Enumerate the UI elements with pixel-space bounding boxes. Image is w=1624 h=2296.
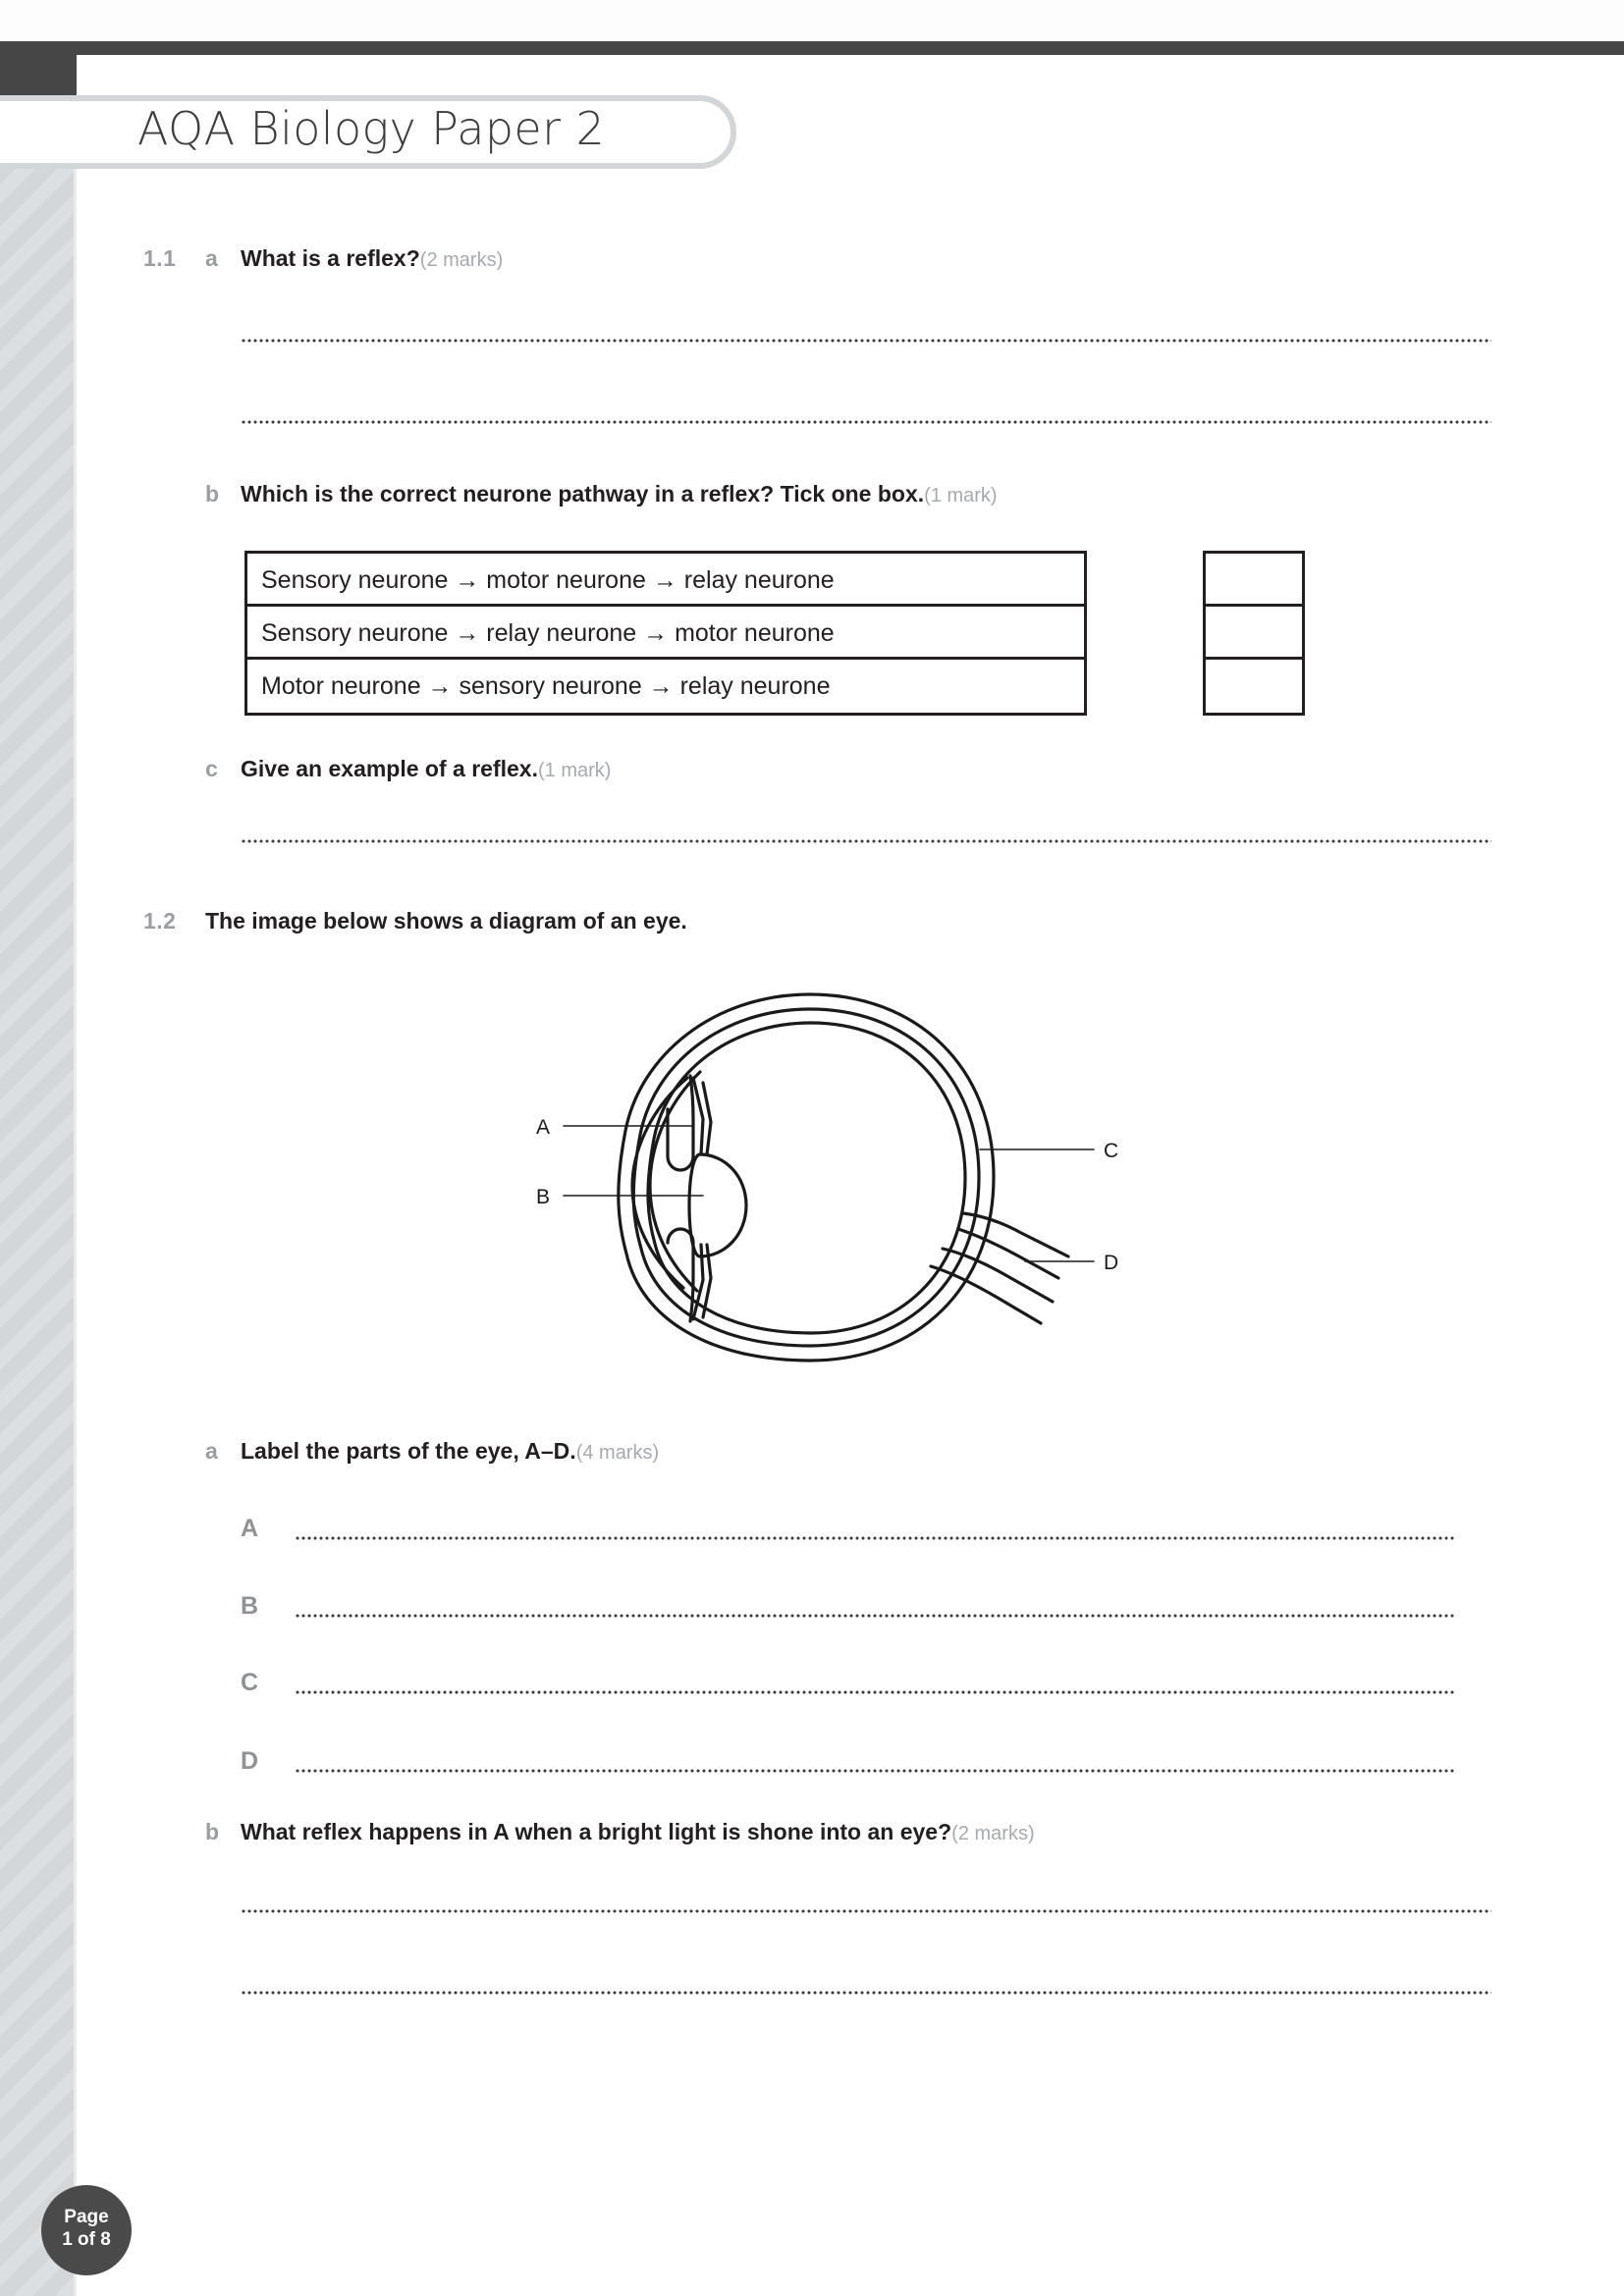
question-1-2-stem: The image below shows a diagram of an eye. bbox=[205, 908, 687, 934]
top-accent-bar bbox=[0, 41, 1624, 55]
answer-line[interactable] bbox=[241, 420, 1491, 424]
answer-line[interactable] bbox=[295, 1536, 1455, 1540]
tick-box-option-1[interactable] bbox=[1206, 554, 1302, 607]
question-1-1-a-text bbox=[241, 245, 503, 272]
table-row: Sensory neurone → relay neurone → motor neurone bbox=[247, 607, 1084, 660]
answer-line[interactable] bbox=[295, 1614, 1455, 1618]
question-1-2-a-prompt: Label the parts of the eye, A–D. bbox=[241, 1438, 576, 1464]
eye-answer-label-a: A bbox=[241, 1515, 259, 1542]
table-row: Sensory neurone → motor neurone → relay neurone bbox=[247, 554, 1084, 607]
question-1-2-a-marks: (4 marks) bbox=[575, 1442, 660, 1464]
question-1-1-b-marks: (1 mark) bbox=[924, 485, 998, 507]
question-1-1-b-prompt-emphasis: one bbox=[831, 481, 872, 507]
question-number-1-2: 1.2 bbox=[143, 908, 177, 934]
question-1-1-b-prompt-post: box. bbox=[871, 481, 925, 507]
eye-label-d: D bbox=[1104, 1252, 1119, 1274]
question-1-1-c-text bbox=[241, 756, 611, 782]
part-letter-1-1-c: c bbox=[205, 756, 218, 781]
answer-line[interactable] bbox=[241, 1991, 1491, 1995]
question-1-2-b-prompt: What reflex happens in A when a bright light is shone into an eye? bbox=[241, 1819, 952, 1844]
part-letter-1-1-a: a bbox=[205, 245, 218, 271]
question-1-1-a-prompt: What is a reflex? bbox=[241, 245, 420, 271]
table-row: Motor neurone → sensory neurone → relay neurone bbox=[261, 672, 831, 700]
part-letter-1-2-b: b bbox=[205, 1819, 220, 1844]
answer-line[interactable] bbox=[241, 1909, 1491, 1913]
question-1-1-b-prompt-pre: Which is the correct neurone pathway in a reflex? Tick bbox=[241, 481, 832, 507]
answer-line[interactable] bbox=[295, 1690, 1455, 1694]
page-number-badge bbox=[41, 2185, 132, 2275]
answer-line[interactable] bbox=[241, 839, 1491, 843]
question-1-2-a-text bbox=[241, 1438, 659, 1465]
eye-label-c: C bbox=[1104, 1140, 1119, 1162]
eye-answer-label-c: C bbox=[241, 1669, 259, 1696]
page-top-margin bbox=[0, 0, 1624, 41]
eye-label-b: B bbox=[536, 1186, 551, 1208]
question-1-1-c-prompt: Give an example of a reflex. bbox=[241, 756, 538, 781]
corner-accent-block bbox=[0, 41, 77, 96]
tick-box-option-3[interactable] bbox=[1206, 660, 1302, 713]
question-1-2-b-text bbox=[241, 1819, 1035, 1845]
answer-line[interactable] bbox=[295, 1769, 1455, 1773]
eye-diagram bbox=[511, 962, 1139, 1374]
question-1-1-b-text bbox=[241, 481, 998, 507]
neurone-pathway-table bbox=[244, 551, 1087, 716]
eye-label-a: A bbox=[536, 1116, 551, 1139]
question-number-1-1: 1.1 bbox=[143, 245, 177, 271]
eye-answer-label-d: D bbox=[241, 1747, 259, 1775]
tick-box-option-2[interactable] bbox=[1206, 607, 1302, 660]
question-1-1-c-marks: (1 mark) bbox=[537, 760, 612, 781]
question-1-2-b-marks: (2 marks) bbox=[951, 1823, 1035, 1844]
part-letter-1-1-b: b bbox=[205, 481, 220, 507]
page-badge-line-1: Page bbox=[64, 2207, 109, 2227]
eye-answer-label-b: B bbox=[241, 1592, 259, 1620]
left-striped-margin bbox=[0, 96, 77, 2296]
question-1-1-a-marks: (2 marks) bbox=[419, 249, 504, 271]
page-badge-line-2: 1 of 8 bbox=[62, 2229, 111, 2250]
answer-line[interactable] bbox=[241, 339, 1491, 343]
part-letter-1-2-a: a bbox=[205, 1438, 218, 1464]
page-title: AQA Biology Paper 2 bbox=[137, 102, 606, 155]
tick-box-group bbox=[1203, 551, 1305, 716]
